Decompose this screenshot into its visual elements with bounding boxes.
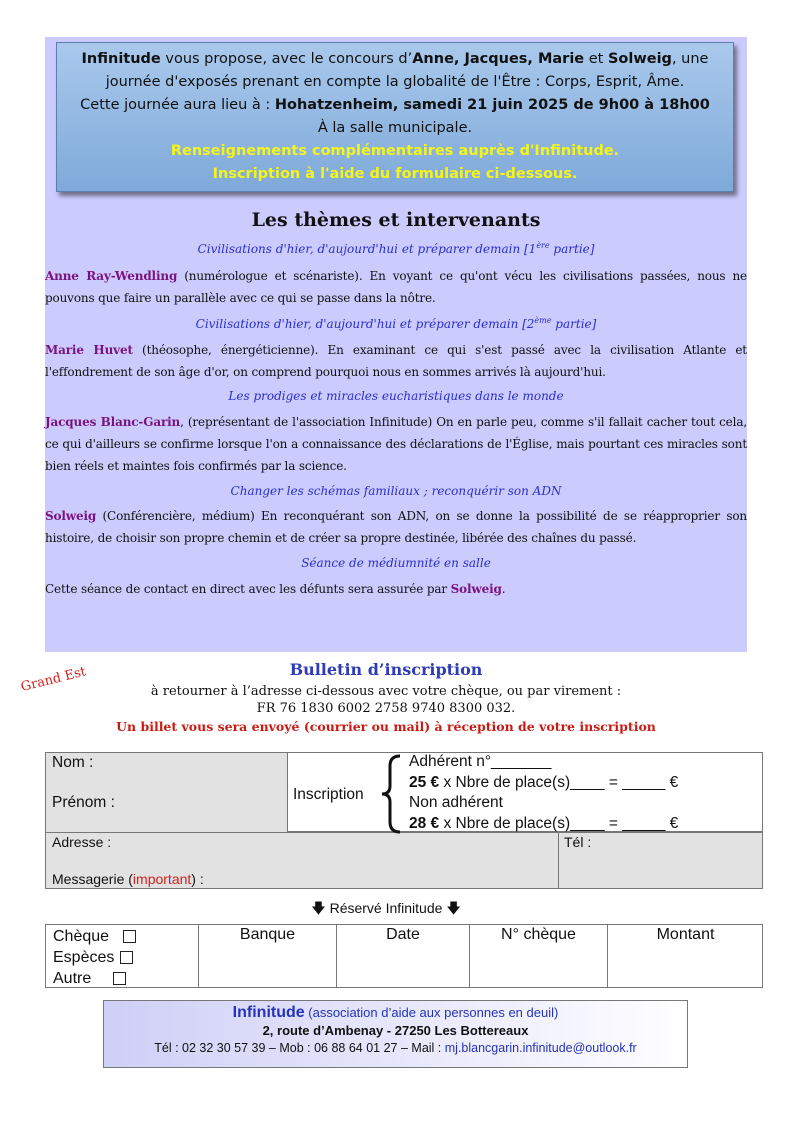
theme-paragraph-1: Anne Ray-Wendling (numérologue et scénariste). En voyant ce qu'ont vécu les civilisations passées, nous ne pouvons que faire un parallèle avec ce qui se passe dans la nôtre.: [45, 269, 747, 305]
speaker-name: Jacques Blanc-Garin: [45, 415, 181, 429]
theme-title-4: Changer les schémas familiaux ; reconquérir son ADN: [230, 484, 562, 498]
bulletin-title: Bulletin d’inscription: [289, 660, 483, 679]
speaker-name: Anne Ray-Wendling: [45, 269, 178, 283]
messagerie-field[interactable]: Messagerie (important) :: [52, 871, 204, 887]
event-header-box: [56, 42, 734, 192]
curly-brace-icon: [378, 754, 404, 834]
payment-methods: [53, 926, 136, 989]
checkbox-icon[interactable]: [113, 972, 126, 985]
header-line-4: À la salle municipale.: [317, 120, 473, 136]
header-line-2: journée d'exposés prenant en compte la globalité de l'Être : Corps, Esprit, Âme.: [105, 74, 685, 90]
adherent-number-field[interactable]: Adhérent n°_______: [409, 753, 552, 770]
header-line-1: Infinitude vous propose, avec le concours d’Anne, Jacques, Marie et Solweig, une: [81, 51, 709, 67]
arrow-down-icon: 🡇: [311, 900, 326, 916]
theme-title-3: Les prodiges et miracles eucharistiques dans le monde: [228, 389, 564, 403]
bulletin-instructions: à retourner à l’adresse ci-dessous avec votre chèque, ou par virement :: [150, 684, 622, 699]
col-date: Date: [386, 926, 420, 943]
themes-title: Les thèmes et intervenants: [251, 209, 541, 231]
theme-paragraph-5: Cette séance de contact en direct avec les défunts sera assurée par Solweig.: [45, 582, 506, 596]
tel-field[interactable]: Tél :: [564, 834, 592, 850]
arrow-down-icon: 🡇: [446, 900, 461, 916]
nom-field[interactable]: Nom :: [52, 754, 94, 771]
especes-option[interactable]: Espèces: [53, 947, 136, 968]
col-cheque-number: N° chèque: [501, 926, 576, 943]
prenom-field[interactable]: Prénom :: [52, 794, 115, 811]
theme-title-5: Séance de médiumnité en salle: [301, 556, 491, 570]
checkbox-icon[interactable]: [123, 930, 136, 943]
theme-title-2: Civilisations d'hier, d'aujourd'hui et préparer demain [2ème partie]: [195, 316, 597, 331]
theme-title-1: Civilisations d'hier, d'aujourd'hui et préparer demain [1ère partie]: [197, 241, 595, 256]
reserved-infinitude: 🡇 Réservé Infinitude 🡇: [311, 900, 461, 916]
email-link[interactable]: mj.blancgarin.infinitude@outlook.fr: [444, 1041, 637, 1055]
col-banque: Banque: [239, 926, 296, 943]
non-adherent-label: Non adhérent: [409, 794, 503, 811]
footer-org-line: Infinitude (association d’aide aux personnes en deuil): [232, 1004, 559, 1021]
theme-paragraph-4: Solweig (Conférencière, médium) En reconquérant son ADN, on se donne la possibilité de se réapproprier son histoire, de choisir son propre chemin et de créer sa propre destinée, libérée des chaînes du passé.: [45, 509, 747, 545]
theme-paragraph-3: Jacques Blanc-Garin, (représentant de l'association Infinitude) On en parle peu, comme s'il fallait cacher tout cela, ce qui d'ailleurs se confirme lorsque l'on a connaissance des déclarations de l'Église, mais pourtant ces miracles sont bien réels et maintes fois confirmés par la science.: [45, 415, 747, 473]
footer-contact: Tél : 02 32 30 57 39 – Mob : 06 88 64 01 27 – Mail : mj.blancgarin.infinitude@outlook.fr: [154, 1041, 637, 1055]
association-footer: [103, 1000, 688, 1068]
speaker-name: Solweig: [45, 509, 97, 523]
col-montant: Montant: [656, 926, 715, 943]
speaker-name: Solweig: [450, 582, 502, 596]
bank-iban: FR 76 1830 6002 2758 9740 8300 032.: [256, 701, 516, 716]
event-place-date: Hohatzenheim, samedi 21 juin 2025 de 9h00 à 18h00: [274, 97, 710, 113]
checkbox-icon[interactable]: [120, 951, 133, 964]
header-line-3: Cette journée aura lieu à : Hohatzenheim, samedi 21 juin 2025 de 9h00 à 18h00: [80, 97, 710, 113]
ticket-notice: Un billet vous sera envoyé (courrier ou mail) à réception de votre inscription: [116, 719, 656, 734]
autre-option[interactable]: Autre: [53, 968, 136, 989]
adherent-places-field[interactable]: 25 € x Nbre de place(s)____ = _____ €: [409, 774, 679, 791]
footer-address: 2, route d’Ambenay - 27250 Les Bottereaux: [262, 1023, 529, 1038]
non-adherent-places-field[interactable]: 28 € x Nbre de place(s)____ = _____ €: [409, 815, 679, 832]
grand-est-stamp: Grand Est: [19, 664, 88, 695]
header-info-line: Renseignements complémentaires auprès d'Infinitude.: [170, 143, 620, 159]
inscription-label: Inscription: [293, 786, 364, 803]
cheque-option[interactable]: Chèque: [53, 926, 136, 947]
speaker-name: Marie Huvet: [45, 343, 133, 357]
org-name: Infinitude: [81, 51, 161, 67]
theme-paragraph-2: Marie Huvet (théosophe, énergéticienne). En examinant ce qui s'est passé avec la civilisation Atlante et l'effondrement de son âge d'or, on comprend pourquoi nous en sommes arrivés là aujourd'hui.: [45, 343, 747, 379]
adresse-field[interactable]: Adresse :: [52, 834, 112, 850]
header-form-line: Inscription à l'aide du formulaire ci-dessous.: [212, 166, 578, 182]
